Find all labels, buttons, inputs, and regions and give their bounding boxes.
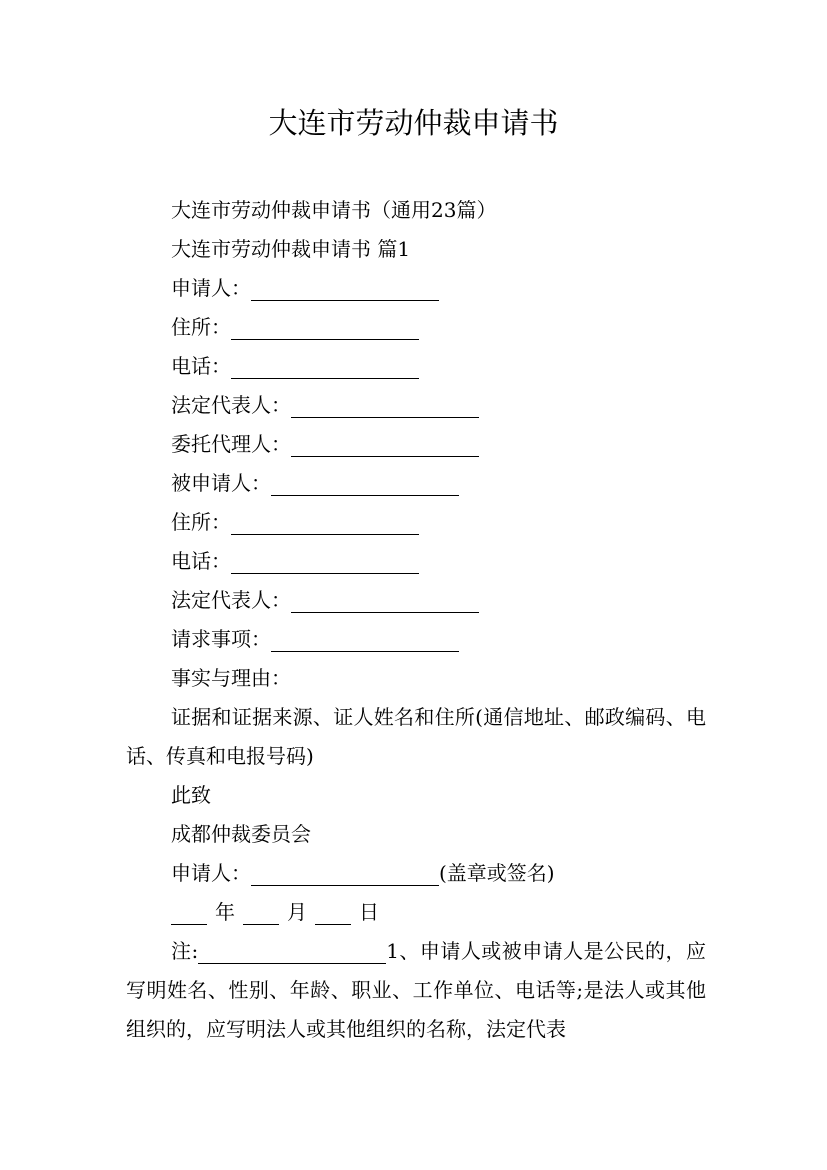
- applicant-label: 申请人：: [171, 276, 251, 300]
- applicant-legal-rep-label: 法定代表人：: [171, 393, 291, 417]
- applicant-phone-blank: [231, 354, 419, 379]
- respondent-address-field: [126, 503, 706, 542]
- recipient-text: 成都仲裁委员会: [171, 822, 311, 846]
- applicant-legal-rep-field: [126, 386, 706, 425]
- applicant-address-blank: [231, 315, 419, 340]
- note-label: 注:: [171, 939, 199, 963]
- respondent-label: 被申请人：: [171, 471, 271, 495]
- year-blank: [171, 900, 207, 925]
- document-title: 大连市劳动仲裁申请书: [268, 106, 559, 140]
- signature-blank: [251, 861, 439, 886]
- note-paragraph: [126, 932, 706, 1049]
- agent-label: 委托代理人：: [171, 432, 291, 456]
- year-label: 年: [215, 900, 235, 924]
- respondent-phone-label: 电话：: [171, 549, 231, 573]
- closing-text: 此致: [171, 783, 211, 807]
- section-heading: 大连市劳动仲裁申请书 篇1: [171, 237, 411, 261]
- signature-label: 申请人：: [171, 861, 251, 885]
- claims-label: 请求事项：: [171, 627, 271, 651]
- applicant-field: [126, 269, 706, 308]
- document-body: [126, 191, 706, 1049]
- day-blank: [315, 900, 351, 925]
- agent-blank: [291, 432, 479, 457]
- claims-field: [126, 620, 706, 659]
- note-blank: [198, 939, 386, 964]
- respondent-legal-rep-field: [126, 581, 706, 620]
- agent-field: [126, 425, 706, 464]
- evidence-paragraph: 证据和证据来源、证人姓名和住所(通信地址、邮政编码、电话、传真和电报号码): [126, 705, 706, 768]
- applicant-phone-field: [126, 347, 706, 386]
- applicant-address-label: 住所：: [171, 315, 231, 339]
- respondent-address-label: 住所：: [171, 510, 231, 534]
- document-subtitle: 大连市劳动仲裁申请书（通用23篇）: [171, 198, 497, 222]
- respondent-blank: [271, 471, 459, 496]
- signature-note: (盖章或签名): [439, 861, 555, 885]
- respondent-legal-rep-blank: [291, 588, 479, 613]
- facts-label: 事实与理由：: [171, 666, 291, 690]
- respondent-phone-field: [126, 542, 706, 581]
- month-blank: [243, 900, 279, 925]
- respondent-field: [126, 464, 706, 503]
- note-text: 1、申请人或被申请人是公民的，应写明姓名、性别、年龄、职业、工作单位、电话等;是法人或其他组织的，应写明法人或其他组织的名称，法定代表: [126, 939, 706, 1041]
- month-label: 月: [287, 900, 307, 924]
- applicant-address-field: [126, 308, 706, 347]
- respondent-address-blank: [231, 510, 419, 535]
- day-label: 日: [359, 900, 379, 924]
- applicant-phone-label: 电话：: [171, 354, 231, 378]
- applicant-legal-rep-blank: [291, 393, 479, 418]
- applicant-blank: [251, 276, 439, 301]
- claims-blank: [271, 627, 459, 652]
- date-line: [126, 893, 706, 932]
- signature-field: [126, 854, 706, 893]
- respondent-legal-rep-label: 法定代表人：: [171, 588, 291, 612]
- respondent-phone-blank: [231, 549, 419, 574]
